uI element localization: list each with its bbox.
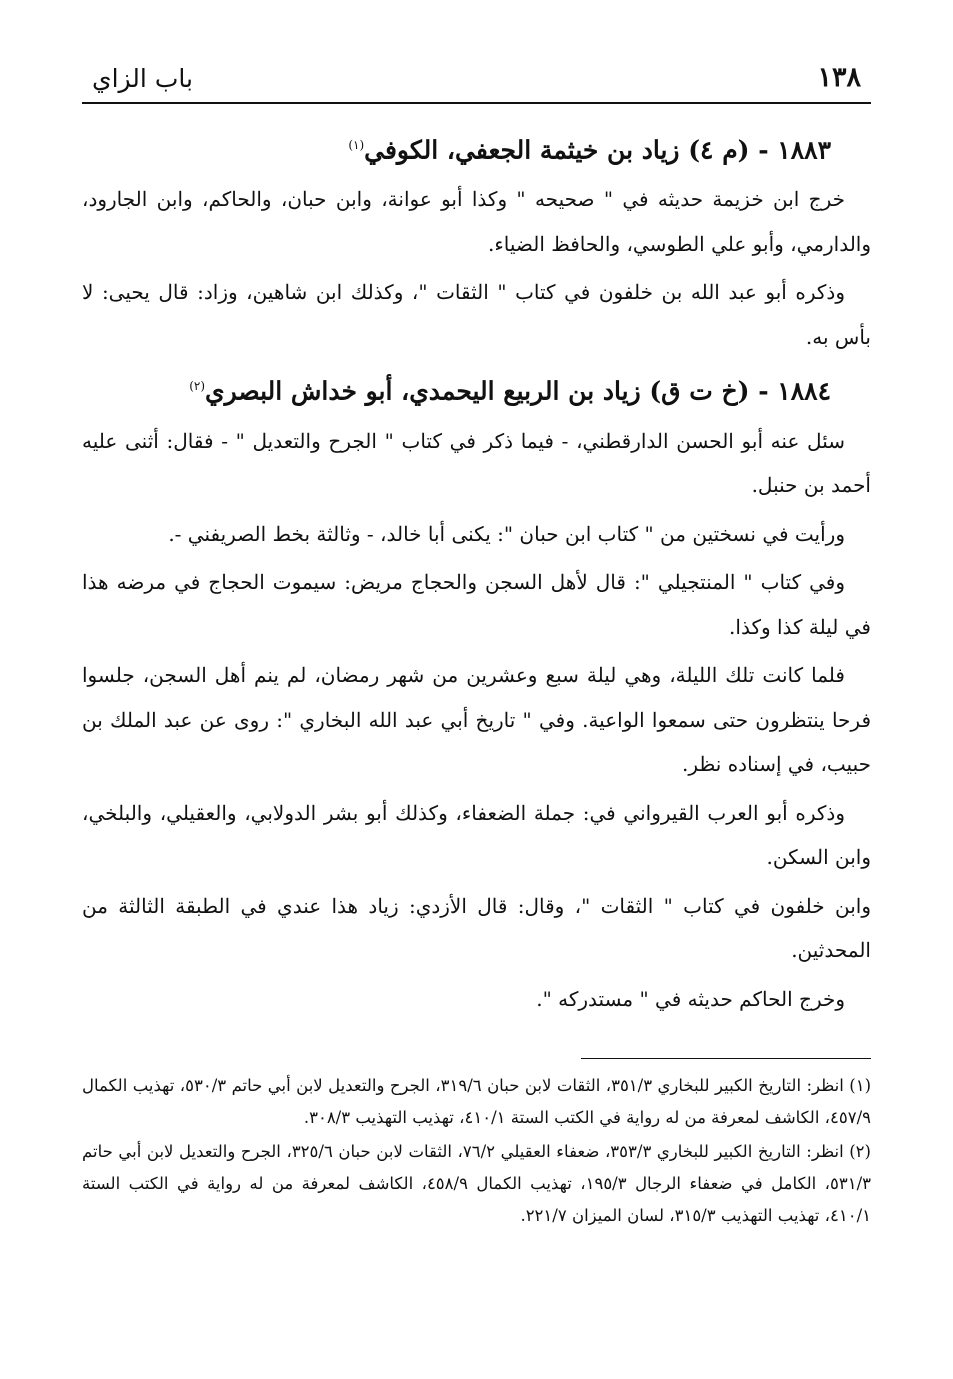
paragraph: وابن خلفون في كتاب " الثقات "، وقال: قال الأزدي: زياد هذا عندي في الطبقة الثالثة من المحدثين. xyxy=(82,893,871,963)
running-header xyxy=(82,58,871,104)
chapter-title: باب الزاي xyxy=(92,64,193,93)
paragraph: فلما كانت تلك الليلة، وهي ليلة سبع وعشرين من شهر رمضان، لم ينم أهل السجن، جلسوا فرحا ينتظرون حتى سمعوا الواعية. وفي " تاريخ أبي عبد الله البخاري ": روى عن عبد الملك بن حبيب، في إسناده نظر. xyxy=(82,663,872,777)
entry-heading-text: ١٨٨٣ - (م ٤) زياد بن خيثمة الجعفي، الكوفي xyxy=(364,135,831,165)
entry-1884 xyxy=(82,363,871,1021)
entry-1883 xyxy=(82,122,871,359)
paragraph: ورأيت في نسختين من " كتاب ابن حبان ": يكنى أبا خالد، - وثالثة بخط الصريفني -. xyxy=(168,521,845,546)
footnote-ref: (١) xyxy=(348,138,365,152)
footnote-ref: (٢) xyxy=(189,379,206,394)
entry-heading-text: ١٨٨٤ - (خ ت ق) زياد بن الربيع اليحمدي، أبو خداش البصري xyxy=(205,376,831,406)
entry-heading xyxy=(82,122,871,173)
page-number: ١٣٨ xyxy=(817,62,861,93)
footnote-divider xyxy=(581,1058,871,1059)
paragraph: وذكره أبو عبد الله بن خلفون في كتاب " الثقات "، وكذلك ابن شاهين، وزاد: قال يحيى: لا بأس به. xyxy=(82,280,871,349)
paragraph: وذكره أبو العرب القيرواني في: جملة الضعفاء، وكذلك أبو بشر الدولابي، والعقيلي، والبلخي، وابن السكن. xyxy=(82,800,871,870)
paragraph: وفي كتاب " المنتجيلي ": قال لأهل السجن والحجاج مريض: سيموت الحجاج في مرضه هذا في ليلة كذا وكذا. xyxy=(82,570,871,639)
page-body xyxy=(82,122,871,1025)
paragraph: خرج ابن خزيمة حديثه في " صحيحه " وكذا أبو عوانة، وابن حبان، والحاكم، وابن الجارود، والدارمي، وأبو علي الطوسي، والحافظ الضياء. xyxy=(82,187,871,256)
paragraph: وخرج الحاكم حديثه في " مستدركه ". xyxy=(536,986,845,1011)
footnote-1: (١) انظر: التاريخ الكبير للبخاري ٣٥١/٣، الثقات لابن حبان ٣١٩/٦، الجرح والتعديل لابن أبي حاتم ٥٣٠/٣، تهذيب الكمال ٤٥٧/٩، الكاشف لمعرفة من له رواية في الكتب الستة ٤١٠/١، تهذيب التهذيب ٣٠٨/٣. xyxy=(82,1076,872,1127)
footnote-2: (٢) انظر: التاريخ الكبير للبخاري ٣٥٣/٣، ضعفاء العقيلي ٧٦/٢، الثقات لابن حبان ٣٢٥/٦، الجرح والتعديل لابن أبي حاتم ٥٣١/٣، الكامل في ضعفاء الرجال ١٩٥/٣، تهذيب الكمال ٤٥٨/٩، الكاشف لمعرفة من له رواية في الكتب الستة ٤١٠/١، تهذيب التهذيب ٣١٥/٣، لسان الميزان ٢٢١/٧. xyxy=(82,1142,871,1225)
footnotes xyxy=(82,1070,871,1234)
paragraph: سئل عنه أبو الحسن الدارقطني، - فيما ذكر في كتاب " الجرح والتعديل " - فقال: أثنى عليه أحمد بن حنبل. xyxy=(82,428,871,498)
entry-heading xyxy=(82,363,871,414)
